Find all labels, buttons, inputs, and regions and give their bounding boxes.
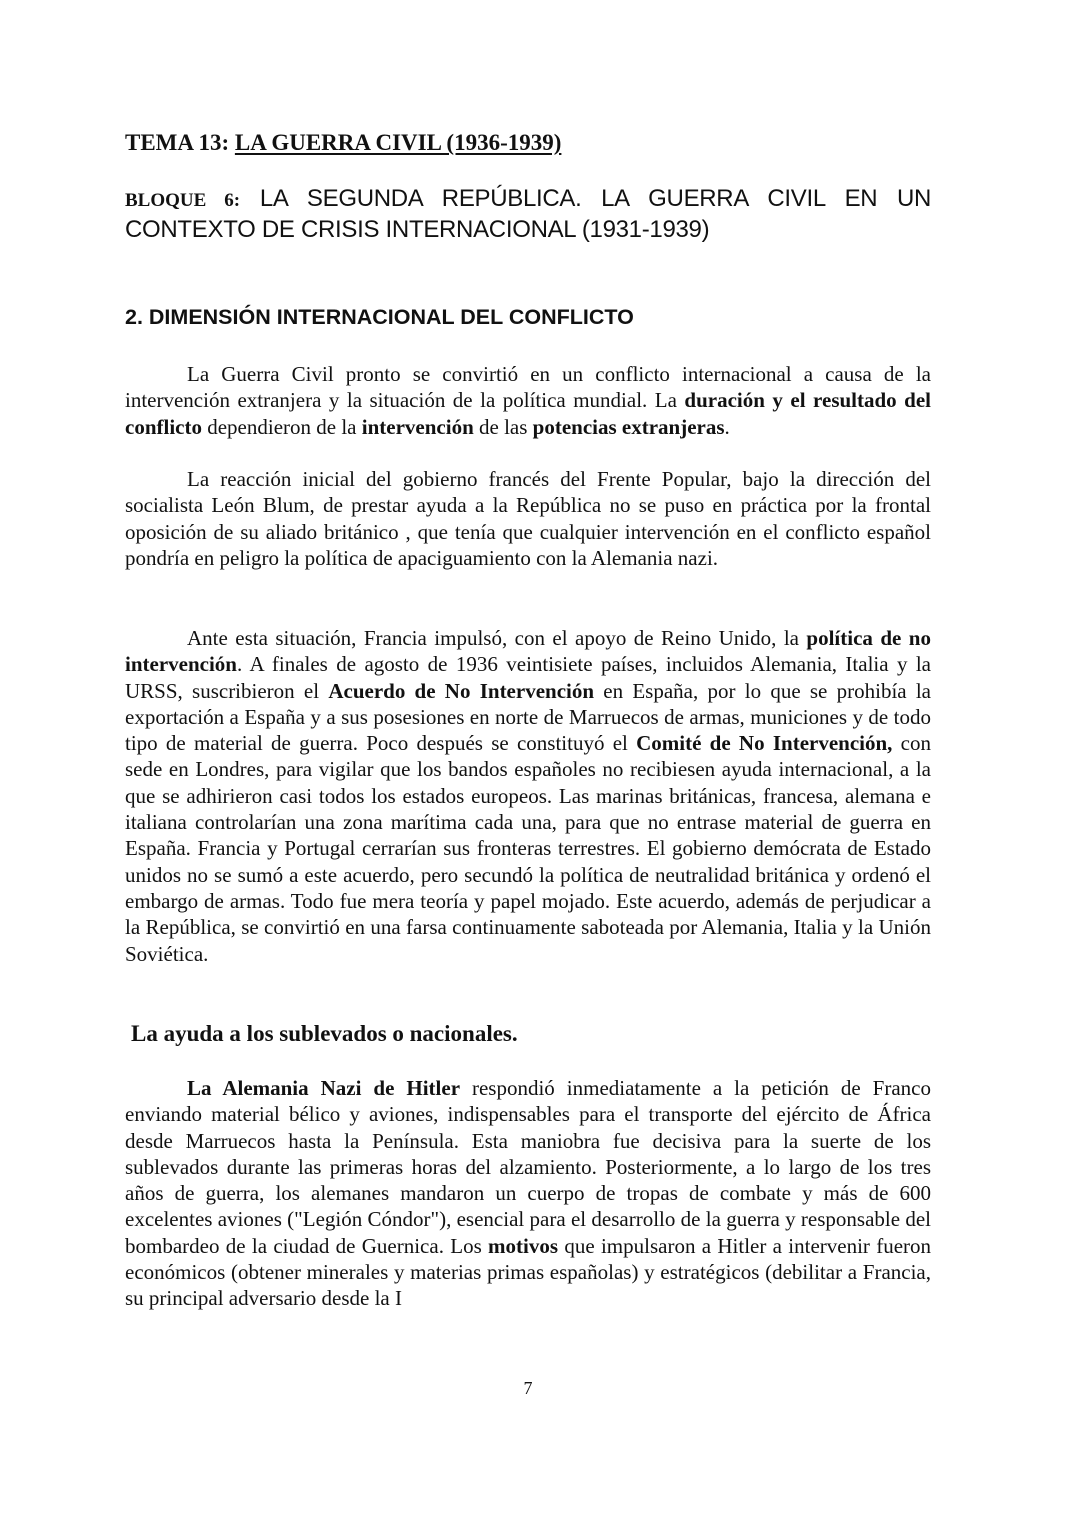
paragraph-3-bold: Comité de No Intervención, — [636, 731, 893, 756]
paragraph-3-text: en España, por lo que se prohibía la exportación a España y a sus posesiones en norte de Marruecos de armas, municiones y de todo tipo de material de guerra. Poco después se constituyó el — [125, 678, 932, 756]
section-heading: 2. DIMENSIÓN INTERNACIONAL DEL CONFLICTO — [125, 305, 634, 329]
paragraph-1-text: . — [724, 414, 730, 439]
bloque-text: LA SEGUNDA REPÚBLICA. LA GUERRA CIVIL EN UN CONTEXTO DE CRISIS INTERNACIONAL (1931-1939) — [125, 185, 932, 243]
paragraph-4-text: respondió inmediatamente a la petición de Franco enviando material bélico y aviones, indispensables para el transporte del ejército de África desde Marruecos hasta la Península. Esta maniobra fue decisiva para la suerte de los sublevados durante las primeras horas del alzamiento. Posteriormente, a lo largo de los tres años de guerra, los alemanes mandaron un cuerpo de tropas de combate y más de 600 excelentes aviones ("Legión Cóndor"), esencial para el desarrollo de la guerra y responsable del bombardeo de la ciudad de Guernica. Los — [125, 1076, 931, 1258]
paragraph-2 — [125, 466, 931, 571]
paragraph-3-text: . A finales de agosto de 1936 veintisiete países, incluidos Alemania, Italia y la URSS, suscribieron el — [125, 652, 931, 703]
paragraph-3-text: con sede en Londres, para vigilar que los bandos españoles no recibiesen ayuda internacional, a la que se adhirieron casi todos los estados europeos. Las marinas británicas, francesa, alemana e italiana controlarían una zona marítima cada una, para que no entrase material de guerra en España. Francia y Portugal cerrarían sus fronteras terrestres. El gobierno demócrata de Estado unidos no se sumó a este acuerdo, pero secundó la política de neutralidad británica y ordenó el embargo de armas. Todo fue mera teoría y papel mojado. Este acuerdo, además de perjudicar a la República, se convirtió en una farsa continuamente saboteada por Alemania, Italia y la Unión Soviética. — [125, 731, 931, 966]
paragraph-1-text: dependieron de la — [201, 414, 362, 439]
paragraph-1-text: La Guerra Civil pronto se convirtió en un conflicto internacional a causa de la intervención extranjera y la situación de la política mundial. La — [125, 362, 931, 413]
bloque-label: BLOQUE 6: — [125, 190, 241, 211]
subsection-heading: La ayuda a los sublevados o nacionales. — [131, 1021, 518, 1046]
paragraph-1-bold: duración y el resultado del conflicto — [125, 388, 931, 439]
paragraph-3 — [125, 625, 931, 967]
bloque-title — [125, 184, 931, 244]
paragraph-4 — [125, 1075, 931, 1312]
paragraph-4-text: que impulsaron a Hitler a intervenir fueron económicos (obtener minerales y materias primas españolas) y estratégicos (debilitar a Francia, su principal adversario desde la I — [125, 1233, 932, 1311]
paragraph-1-text: de las — [473, 414, 533, 439]
paragraph-4-bold: motivos — [488, 1233, 559, 1258]
tema-title — [125, 130, 561, 156]
paragraph-3-bold: Acuerdo de No Intervención — [328, 678, 595, 703]
paragraph-1 — [125, 361, 931, 440]
tema-label: TEMA 13: — [125, 130, 235, 155]
paragraph-1-bold: potencias extranjeras — [532, 414, 725, 439]
page-number: 7 — [523, 1378, 533, 1398]
paragraph-3-bold: política de no intervención — [125, 626, 931, 677]
tema-title-underlined: LA GUERRA CIVIL (1936-1939) — [234, 130, 562, 155]
paragraph-3-text: Ante esta situación, Francia impulsó, con el apoyo de Reino Unido, la — [187, 626, 807, 650]
paragraph-4-bold: La Alemania Nazi de Hitler — [187, 1076, 461, 1100]
paragraph-1-bold: intervención — [361, 414, 474, 439]
paragraph-2-text: La reacción inicial del gobierno francés del Frente Popular, bajo la dirección del socialista León Blum, de prestar ayuda a la República no se puso en práctica por la frontal oposición de su aliado británico , que tenía que cualquier intervención en el conflicto español pondría en peligro la política de apaciguamiento con la Alemania nazi. — [125, 467, 931, 570]
